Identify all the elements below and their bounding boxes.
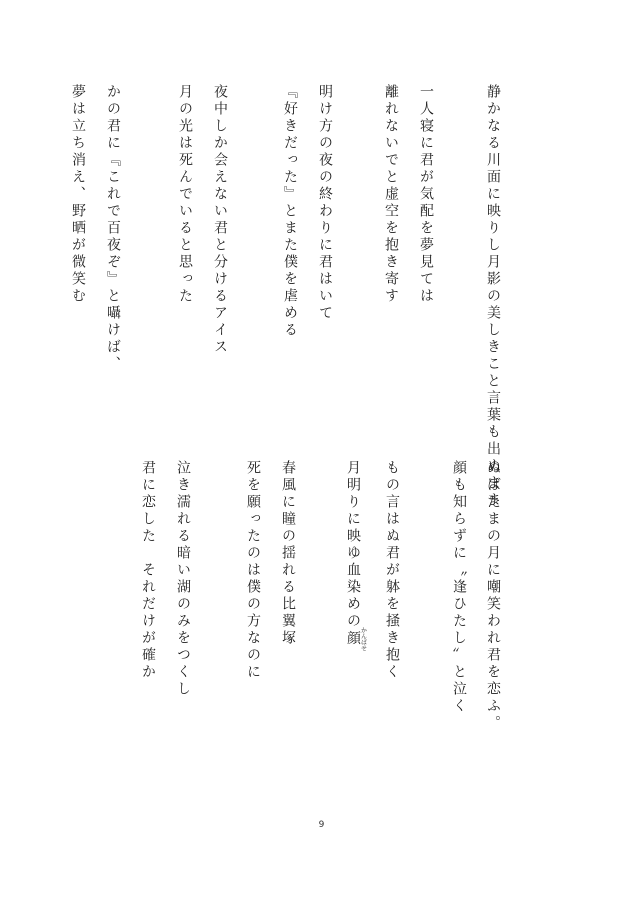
upper-stanza-2-line-1: 一人寝に君が気配を夢見ては [418, 84, 434, 305]
ruby-kanbase [345, 627, 367, 651]
ruby-reading: かんばせ [359, 627, 367, 651]
upper-stanza-5-line-1: かの君に『これで百夜ぞ』と囁けば、 [105, 84, 121, 373]
upper-stanza-3-line-1: 明け方の夜の終わりに君はいて [317, 84, 333, 322]
upper-stanza-2-line-2: 離れないでと虚空を抱き寄す [383, 84, 399, 305]
upper-stanza-4-line-1: 夜中しか会えない君と分けるアイス [212, 84, 228, 356]
lower-stanza-2-line-2-text: 月明りに映ゆ血染めの [345, 460, 361, 630]
ruby-base: 顔 [345, 627, 361, 651]
lower-stanza-4-line-2: 君に恋した それだけが確か [140, 460, 156, 681]
lower-stanza-1-line-2: 顔も知らずに〝逢ひたし〟と泣く [451, 460, 467, 715]
upper-stanza-4-line-2: 月の光は死んでいると思った [177, 84, 193, 305]
page-number: 9 [318, 820, 325, 830]
lower-stanza-2-line-2 [346, 460, 366, 651]
lower-stanza-4-line-1: 泣き濡れる暗い湖のみをつくし [175, 460, 191, 698]
upper-stanza-1-line-1: 静かなる川面に映りし月影の美しきこと言葉も出ぬまま [485, 84, 501, 509]
upper-stanza-3-line-2: 『好きだった』とまた僕を虐める [282, 84, 298, 339]
lower-stanza-3-line-1: 春風に瞳の揺れる比翼塚 [280, 460, 296, 647]
lower-stanza-2-line-1: もの言はぬ君が躰を掻き抱く [384, 460, 400, 681]
upper-stanza-5-line-2: 夢は立ち消え、野晒が微笑む [70, 84, 86, 305]
lower-stanza-1-line-1: ぬばたまの月に嘲笑われ君を恋ふ。 [485, 460, 501, 732]
lower-stanza-3-line-2: 死を願ったのは僕の方なのに [245, 460, 261, 681]
